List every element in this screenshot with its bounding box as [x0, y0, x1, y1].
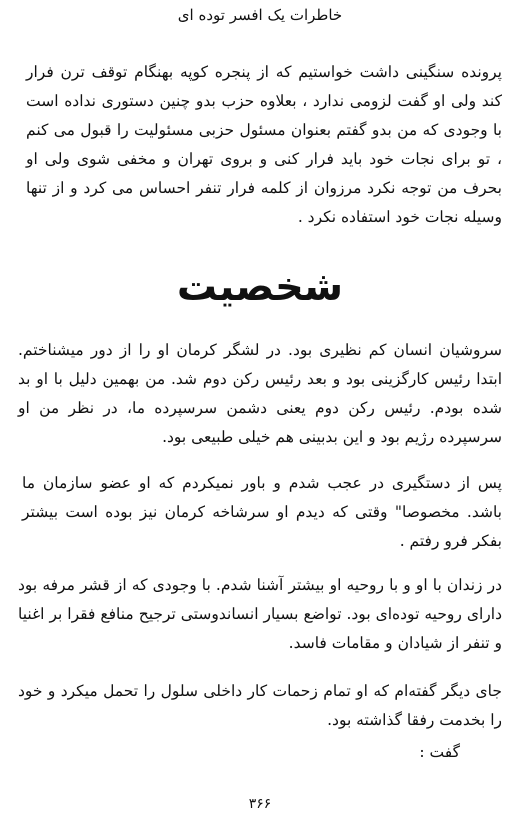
paragraph-sorushian-intro: سروشیان انسان کم نظیری بود. در لشگر کرمان او را از دور میشناختم. ابتدا رئیس کارگزینی بود و بعد رئیس رکن دوم شد. من بهمین دلیل با او بد شده بودم. رئیس رکن دوم یعنی دشمن سرسپرده ما، در نظر من او سرسپرده رژیم بود و این بدبینی هم خیلی طبیعی بود. — [18, 341, 502, 446]
paragraph-prison-character: در زندان با او و با روحیه او بیشتر آشنا شدم. با وجودی که از قشر مرفه بود دارای روحیه توده‌ای بود. تواضع بسیار انساندوستی ترجیح منافع فقرا بر اغنیا و تنفر از شیادان و مقامات فاسد. — [18, 576, 502, 652]
paragraph-escape-refusal: پرونده سنگینی داشت خواستیم که از پنجره کوپه بهنگام توقف ترن فرار کند ولی او گفت لزومی ندارد ، بعلاوه حزب بدو چنین دستوری نداده است با وجودی که من بدو گفتم بعنوان مسئول حزبی مسئولیت را قبول می کنم ، تو برای نجات خود باید فرار کنی و بروی تهران و مخفی شوی ولی او بحرف من توجه نکرد مرزوان از کلمه فرار تنفر احساس می کرد و از تنها وسیله نجات خود استفاده نکرد . — [26, 63, 502, 226]
section-title-personality: شخصیت — [176, 264, 344, 310]
speaker-line: گفت : — [419, 743, 460, 761]
paragraph-cell-duties: جای دیگر گفته‌ام که او تمام زحمات کار داخلی سلول را تحمل میکرد و خود را بخدمت رفقا گذاشته بود. — [18, 682, 502, 729]
running-header: خاطرات یک افسر توده ای — [177, 6, 343, 24]
paragraph-arrest-surprise: پس از دستگیری در عجب شدم و باور نمیکردم که او عضو سازمان ما باشد. مخصوصا" وقتی که دیدم او سرشاخه کرمان نیز بوده است بیشتر بفکر فرو رفتم . — [22, 474, 502, 550]
page-number: ۳۶۶ — [248, 796, 272, 812]
